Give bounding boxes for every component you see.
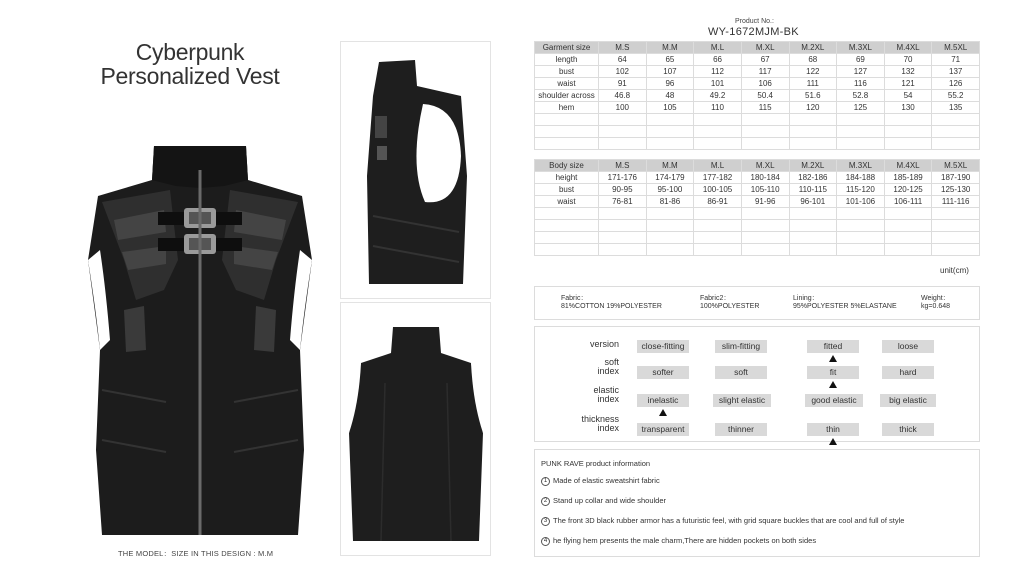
- table-cell: [741, 220, 789, 232]
- table-cell: 95-100: [646, 184, 694, 196]
- table-cell: 86-91: [694, 196, 742, 208]
- table-cell: [535, 208, 599, 220]
- table-cell: [741, 208, 789, 220]
- table-header-cell: M.5XL: [932, 42, 980, 54]
- fabric-info-box: [534, 286, 980, 320]
- table-cell: 105: [646, 102, 694, 114]
- table-cell: [535, 244, 599, 256]
- table-cell: 100-105: [694, 184, 742, 196]
- table-cell: [535, 126, 599, 138]
- table-cell: [837, 208, 885, 220]
- table-cell: [837, 220, 885, 232]
- table-cell: 107: [646, 66, 694, 78]
- table-header-cell: M.XL: [741, 160, 789, 172]
- table-cell: 71: [932, 54, 980, 66]
- table-cell: [694, 114, 742, 126]
- table-cell: 120: [789, 102, 837, 114]
- info-item: [541, 496, 666, 506]
- info-item: [541, 516, 904, 526]
- table-cell: 127: [837, 66, 885, 78]
- table-cell: 125: [837, 102, 885, 114]
- table-cell: 112: [694, 66, 742, 78]
- table-cell: 126: [932, 78, 980, 90]
- table-cell: 52.8: [837, 90, 885, 102]
- weight: [921, 295, 950, 311]
- lining-value: 95%POLYESTER 5%ELASTANE: [793, 303, 897, 310]
- table-cell: 106-111: [884, 196, 932, 208]
- attribute-option: good elastic: [805, 394, 863, 407]
- table-cell: 132: [884, 66, 932, 78]
- table-cell: [789, 126, 837, 138]
- table-cell: [599, 114, 647, 126]
- table-header-cell: M.4XL: [884, 42, 932, 54]
- attribute-label: thickness index: [581, 414, 619, 433]
- table-cell: [932, 114, 980, 126]
- table-header-cell: M.S: [599, 42, 647, 54]
- fabric2-label: Fabric2：: [700, 295, 731, 302]
- table-cell: waist: [535, 196, 599, 208]
- table-cell: 116: [837, 78, 885, 90]
- table-cell: [932, 220, 980, 232]
- table-cell: 50.4: [741, 90, 789, 102]
- table-cell: height: [535, 172, 599, 184]
- table-header-cell: M.2XL: [789, 42, 837, 54]
- selected-arrow-icon: [829, 381, 837, 388]
- table-cell: length: [535, 54, 599, 66]
- selected-arrow-icon: [829, 355, 837, 362]
- table-cell: 130: [884, 102, 932, 114]
- table-cell: shoulder across: [535, 90, 599, 102]
- table-cell: 177-182: [694, 172, 742, 184]
- attribute-option: thinner: [715, 423, 767, 436]
- info-item-text: Stand up collar and wide shoulder: [553, 496, 666, 505]
- table-cell: 171-176: [599, 172, 647, 184]
- selected-arrow-icon: [659, 409, 667, 416]
- table-cell: 120-125: [884, 184, 932, 196]
- table-cell: 105-110: [741, 184, 789, 196]
- info-item-number: 4: [541, 537, 550, 546]
- attribute-option: loose: [882, 340, 934, 353]
- table-header-cell: M.S: [599, 160, 647, 172]
- table-cell: [599, 220, 647, 232]
- table-cell: [646, 126, 694, 138]
- table-header-cell: Body size: [535, 160, 599, 172]
- table-cell: 46.8: [599, 90, 647, 102]
- table-cell: [884, 126, 932, 138]
- table-cell: [646, 232, 694, 244]
- info-item-text: he flying hem presents the male charm,There are hidden pockets on both sides: [553, 536, 817, 545]
- garment-size-table: [534, 41, 980, 150]
- attribute-option: inelastic: [637, 394, 689, 407]
- table-cell: [837, 138, 885, 150]
- table-cell: 101: [694, 78, 742, 90]
- table-cell: 54: [884, 90, 932, 102]
- table-row: [535, 184, 980, 196]
- table-cell: 67: [741, 54, 789, 66]
- title-line-2: Personalized Vest: [100, 63, 280, 89]
- table-row: [535, 54, 980, 66]
- table-cell: 100: [599, 102, 647, 114]
- attribute-label: version: [589, 339, 619, 349]
- table-row: [535, 90, 980, 102]
- table-cell: [646, 138, 694, 150]
- table-cell: [932, 138, 980, 150]
- table-cell: 48: [646, 90, 694, 102]
- table-cell: [884, 220, 932, 232]
- table-cell: [535, 114, 599, 126]
- table-header-cell: M.2XL: [789, 160, 837, 172]
- fabric1-label: Fabric：: [561, 295, 588, 302]
- attribute-index-box: [534, 326, 980, 442]
- info-item-number: 3: [541, 517, 550, 526]
- table-row: [535, 172, 980, 184]
- title-line-1: Cyberpunk: [135, 39, 245, 65]
- fabric1: [561, 295, 662, 311]
- table-cell: [535, 232, 599, 244]
- table-header-cell: M.4XL: [884, 160, 932, 172]
- table-cell: 101-106: [837, 196, 885, 208]
- table-cell: 111-116: [932, 196, 980, 208]
- table-row: [535, 126, 980, 138]
- table-cell: [789, 114, 837, 126]
- table-cell: 184-188: [837, 172, 885, 184]
- table-cell: [599, 126, 647, 138]
- product-no-label: Product No.:: [735, 18, 774, 25]
- vest-side-image: [363, 56, 473, 288]
- table-cell: 121: [884, 78, 932, 90]
- table-row: [535, 138, 980, 150]
- vest-front-image: [66, 140, 334, 540]
- table-cell: [837, 126, 885, 138]
- table-header-cell: M.3XL: [837, 160, 885, 172]
- table-cell: 70: [884, 54, 932, 66]
- table-cell: 69: [837, 54, 885, 66]
- table-cell: [741, 244, 789, 256]
- unit-label: unit(cm): [940, 266, 969, 275]
- table-header-cell: M.3XL: [837, 42, 885, 54]
- table-cell: [884, 138, 932, 150]
- table-row: [535, 102, 980, 114]
- table-header-cell: M.L: [694, 160, 742, 172]
- lining: [793, 295, 897, 311]
- table-cell: 122: [789, 66, 837, 78]
- table-cell: [884, 232, 932, 244]
- table-cell: [535, 138, 599, 150]
- table-cell: 106: [741, 78, 789, 90]
- back-view-panel: [340, 302, 491, 556]
- table-cell: [694, 208, 742, 220]
- table-cell: 185-189: [884, 172, 932, 184]
- info-item-number: 1: [541, 477, 550, 486]
- table-row: [535, 208, 980, 220]
- table-cell: 182-186: [789, 172, 837, 184]
- table-cell: [694, 126, 742, 138]
- table-header-row: [535, 42, 980, 54]
- table-cell: bust: [535, 184, 599, 196]
- table-cell: 187-190: [932, 172, 980, 184]
- table-cell: [646, 220, 694, 232]
- table-row: [535, 244, 980, 256]
- table-header-cell: M.XL: [741, 42, 789, 54]
- table-cell: [884, 244, 932, 256]
- fabric2: [700, 295, 759, 311]
- table-cell: [741, 138, 789, 150]
- table-cell: 115: [741, 102, 789, 114]
- side-view-panel: [340, 41, 491, 299]
- table-cell: [741, 114, 789, 126]
- model-size-note: THE MODEL：SIZE IN THIS DESIGN : M.M: [118, 549, 274, 558]
- table-cell: [694, 220, 742, 232]
- table-cell: 64: [599, 54, 647, 66]
- attribute-option: softer: [637, 366, 689, 379]
- table-cell: 76-81: [599, 196, 647, 208]
- table-cell: bust: [535, 66, 599, 78]
- table-row: [535, 114, 980, 126]
- selected-arrow-icon: [829, 438, 837, 445]
- fabric1-value: 81%COTTON 19%POLYESTER: [561, 303, 662, 310]
- info-item: [541, 536, 816, 546]
- vest-back-image: [345, 323, 487, 545]
- table-header-cell: M.M: [646, 160, 694, 172]
- table-cell: [932, 244, 980, 256]
- table-cell: 102: [599, 66, 647, 78]
- table-cell: [932, 126, 980, 138]
- table-cell: [694, 138, 742, 150]
- table-cell: [646, 114, 694, 126]
- attribute-option: thin: [807, 423, 859, 436]
- table-cell: 90-95: [599, 184, 647, 196]
- table-cell: 91: [599, 78, 647, 90]
- table-cell: [932, 208, 980, 220]
- product-no-value: WY-1672MJM-BK: [708, 26, 799, 38]
- table-cell: 65: [646, 54, 694, 66]
- lining-label: Lining：: [793, 295, 819, 302]
- table-cell: [741, 126, 789, 138]
- table-cell: [884, 114, 932, 126]
- info-item-text: Made of elastic sweatshirt fabric: [553, 476, 660, 485]
- attribute-option: slim-fitting: [715, 340, 767, 353]
- table-cell: 115-120: [837, 184, 885, 196]
- attribute-option: slight elastic: [713, 394, 771, 407]
- table-cell: 174-179: [646, 172, 694, 184]
- table-cell: [694, 232, 742, 244]
- attribute-option: fit: [807, 366, 859, 379]
- table-cell: [837, 114, 885, 126]
- table-row: [535, 232, 980, 244]
- table-header-cell: M.M: [646, 42, 694, 54]
- table-cell: [694, 244, 742, 256]
- attribute-option: soft: [715, 366, 767, 379]
- attribute-label: elastic index: [593, 385, 619, 404]
- table-cell: 66: [694, 54, 742, 66]
- table-cell: [599, 138, 647, 150]
- product-info-box: [534, 449, 980, 557]
- table-cell: 51.6: [789, 90, 837, 102]
- table-cell: 117: [741, 66, 789, 78]
- attribute-option: fitted: [807, 340, 859, 353]
- product-title: [60, 40, 320, 88]
- table-cell: 96-101: [789, 196, 837, 208]
- table-header-cell: M.L: [694, 42, 742, 54]
- table-cell: 180-184: [741, 172, 789, 184]
- weight-label: Weight：: [921, 295, 950, 302]
- table-cell: 125-130: [932, 184, 980, 196]
- table-header-cell: M.5XL: [932, 160, 980, 172]
- table-cell: [932, 232, 980, 244]
- table-cell: [741, 232, 789, 244]
- table-header-cell: Garment size: [535, 42, 599, 54]
- attribute-option: big elastic: [880, 394, 936, 407]
- table-cell: hem: [535, 102, 599, 114]
- table-cell: 55.2: [932, 90, 980, 102]
- table-cell: [789, 220, 837, 232]
- table-row: [535, 78, 980, 90]
- table-cell: 68: [789, 54, 837, 66]
- table-cell: [599, 244, 647, 256]
- info-item-text: The front 3D black rubber armor has a futuristic feel, with grid square buckles that are cool and full of style: [553, 516, 905, 525]
- table-cell: [535, 220, 599, 232]
- attribute-option: transparent: [637, 423, 689, 436]
- table-row: [535, 66, 980, 78]
- table-cell: [789, 208, 837, 220]
- fabric2-value: 100%POLYESTER: [700, 303, 760, 310]
- attribute-option: thick: [882, 423, 934, 436]
- table-header-row: [535, 160, 980, 172]
- table-cell: 137: [932, 66, 980, 78]
- info-title: PUNK RAVE product information: [541, 459, 651, 468]
- attribute-option: close-fitting: [637, 340, 689, 353]
- table-row: [535, 220, 980, 232]
- info-item: [541, 476, 660, 486]
- table-cell: [837, 244, 885, 256]
- table-cell: waist: [535, 78, 599, 90]
- table-cell: 111: [789, 78, 837, 90]
- table-row: [535, 196, 980, 208]
- table-cell: [789, 138, 837, 150]
- table-cell: [789, 232, 837, 244]
- info-item-number: 2: [541, 497, 550, 506]
- table-cell: 110: [694, 102, 742, 114]
- body-size-table: [534, 159, 980, 256]
- attribute-option: hard: [882, 366, 934, 379]
- table-cell: 96: [646, 78, 694, 90]
- table-cell: 135: [932, 102, 980, 114]
- table-cell: [789, 244, 837, 256]
- attribute-label: soft index: [597, 357, 619, 376]
- table-cell: 91-96: [741, 196, 789, 208]
- table-cell: [646, 244, 694, 256]
- table-cell: 49.2: [694, 90, 742, 102]
- table-cell: [599, 232, 647, 244]
- weight-value: kg=0.648: [921, 303, 950, 310]
- table-cell: [599, 208, 647, 220]
- table-cell: [646, 208, 694, 220]
- table-cell: [884, 208, 932, 220]
- table-cell: [837, 232, 885, 244]
- table-cell: 110-115: [789, 184, 837, 196]
- table-cell: 81-86: [646, 196, 694, 208]
